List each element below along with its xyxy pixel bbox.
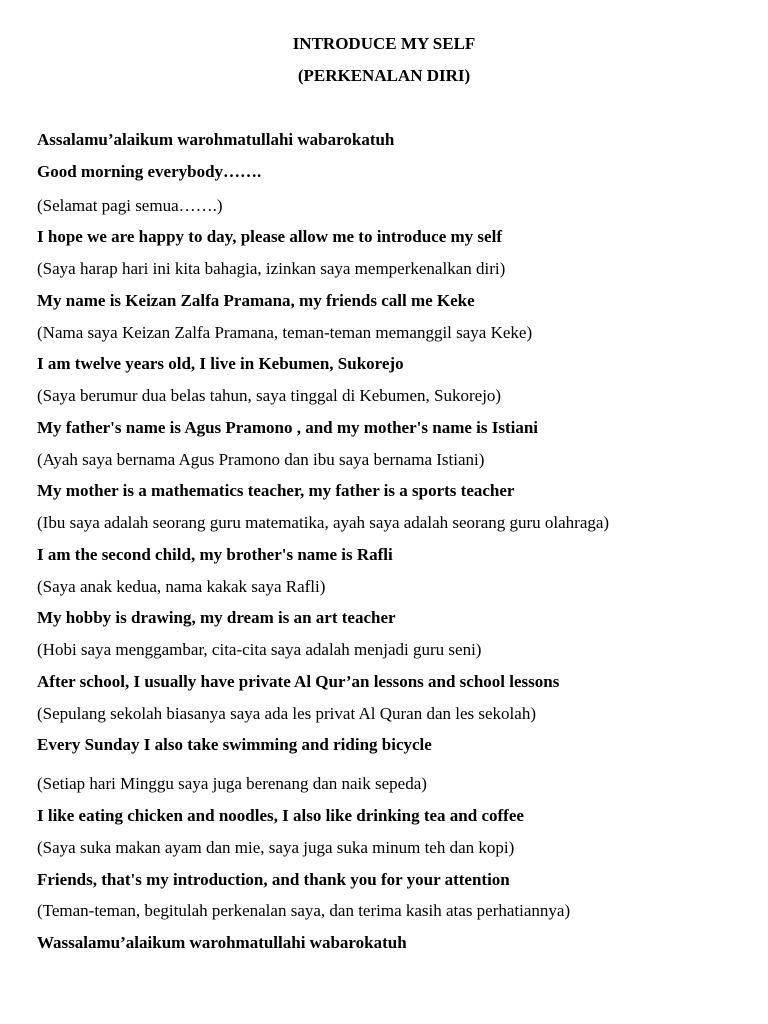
text-line: My mother is a mathematics teacher, my father is a sports teacher bbox=[37, 481, 515, 500]
text-line: I hope we are happy to day, please allow me to introduce my self bbox=[37, 227, 502, 246]
text-line: Every Sunday I also take swimming and riding bicycle bbox=[37, 735, 432, 754]
text-line: I am the second child, my brother's name is Rafli bbox=[37, 545, 393, 564]
text-line: (Saya berumur dua belas tahun, saya tinggal di Kebumen, Sukorejo) bbox=[37, 386, 502, 405]
text-line: (Hobi saya menggambar, cita-cita saya adalah menjadi guru seni) bbox=[37, 640, 482, 659]
text-line: (Ibu saya adalah seorang guru matematika, ayah saya adalah seorang guru olahraga) bbox=[37, 513, 610, 532]
text-line: Wassalamu’alaikum warohmatullahi wabarokatuh bbox=[37, 933, 407, 952]
text-line: (Teman-teman, begitulah perkenalan saya, dan terima kasih atas perhatiannya) bbox=[37, 901, 571, 920]
text-line: My name is Keizan Zalfa Pramana, my friends call me Keke bbox=[37, 291, 475, 310]
text-line: (Setiap hari Minggu saya juga berenang dan naik sepeda) bbox=[37, 774, 427, 793]
document-subtitle: (PERKENALAN DIRI) bbox=[297, 66, 471, 85]
text-line: (Saya suka makan ayam dan mie, saya juga suka minum teh dan kopi) bbox=[37, 838, 515, 857]
text-line: I am twelve years old, I live in Kebumen, Sukorejo bbox=[37, 354, 404, 373]
text-line: (Sepulang sekolah biasanya saya ada les privat Al Quran dan les sekolah) bbox=[37, 704, 536, 723]
text-line: Good morning everybody……. bbox=[37, 162, 262, 181]
text-line: I like eating chicken and noodles, I also like drinking tea and coffee bbox=[37, 806, 524, 825]
text-line: My hobby is drawing, my dream is an art teacher bbox=[37, 608, 396, 627]
document-title: INTRODUCE MY SELF bbox=[292, 34, 476, 53]
text-line: Friends, that's my introduction, and thank you for your attention bbox=[37, 870, 510, 889]
text-line: (Saya harap hari ini kita bahagia, izinkan saya memperkenalkan diri) bbox=[37, 259, 506, 278]
text-line: (Selamat pagi semua…….) bbox=[37, 196, 223, 215]
text-line: After school, I usually have private Al Qur’an lessons and school lessons bbox=[37, 672, 560, 691]
text-line: Assalamu’alaikum warohmatullahi wabarokatuh bbox=[37, 130, 395, 149]
text-line: (Saya anak kedua, nama kakak saya Rafli) bbox=[37, 577, 326, 596]
text-line: (Ayah saya bernama Agus Pramono dan ibu saya bernama Istiani) bbox=[37, 450, 485, 469]
text-line: My father's name is Agus Pramono , and my mother's name is Istiani bbox=[37, 418, 539, 437]
text-line: (Nama saya Keizan Zalfa Pramana, teman-teman memanggil saya Keke) bbox=[37, 323, 533, 342]
